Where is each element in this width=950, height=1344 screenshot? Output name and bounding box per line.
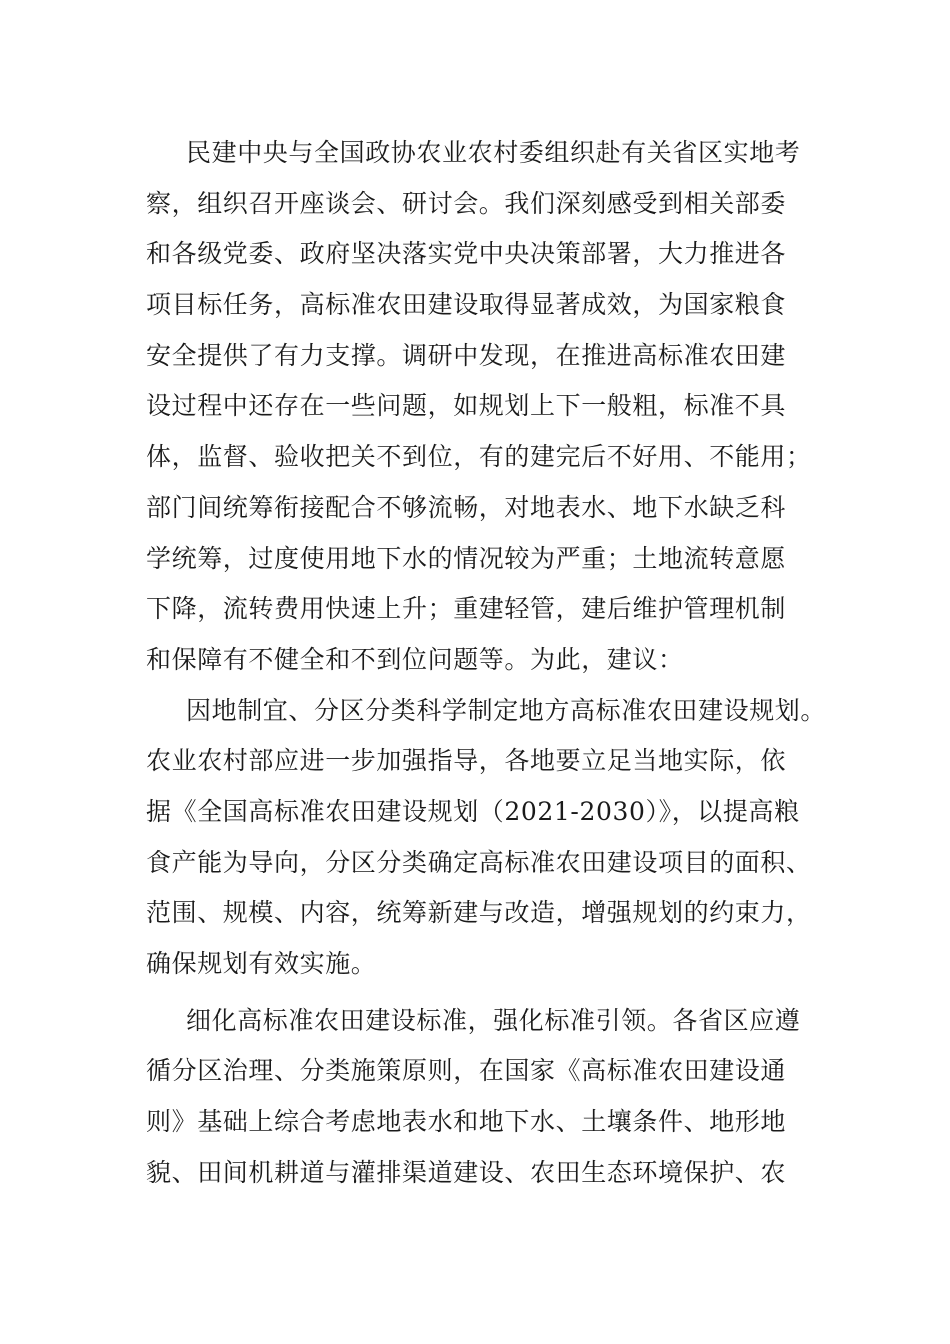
text-line: 农业农村部应进一步加强指导，各地要立足当地实际，依 bbox=[146, 746, 787, 776]
text-line: 细化高标准农田建设标准，强化标准引领。各省区应遵 bbox=[186, 1005, 801, 1035]
text-line: 下降，流转费用快速上升；重建轻管，建后维护管理机制 bbox=[146, 594, 787, 624]
text-line: 安全提供了有力支撑。调研中发现，在推进高标准农田建 bbox=[146, 340, 787, 370]
text-line: 察，组织召开座谈会、研讨会。我们深刻感受到相关部委 bbox=[146, 188, 787, 218]
paragraph-1 bbox=[146, 128, 826, 686]
text-line: 则》基础上综合考虑地表水和地下水、土壤条件、地形地 bbox=[146, 1107, 787, 1137]
text-line: 循分区治理、分类施策原则，在国家《高标准农田建设通 bbox=[146, 1056, 787, 1086]
text-line: 和保障有不健全和不到位问题等。为此，建议： bbox=[146, 644, 684, 674]
text-line: 据《全国高标准农田建设规划（2021-2030）》，以提高粮 bbox=[146, 796, 800, 826]
text-line: 设过程中还存在一些问题，如规划上下一般粗，标准不具 bbox=[146, 391, 787, 421]
text-line: 学统筹，过度使用地下水的情况较为严重；土地流转意愿 bbox=[146, 543, 787, 573]
text-line: 因地制宜、分区分类科学制定地方高标准农田建设规划。 bbox=[186, 695, 827, 725]
text-line: 食产能为导向，分区分类确定高标准农田建设项目的面积、 bbox=[146, 847, 812, 877]
text-line: 貌、田间机耕道与灌排渠道建设、农田生态环境保护、农 bbox=[146, 1157, 787, 1187]
text-line: 确保规划有效实施。 bbox=[146, 949, 377, 978]
text-line: 体，监督、验收把关不到位，有的建完后不好用、不能用； bbox=[146, 442, 812, 472]
text-line: 部门间统筹衔接配合不够流畅，对地表水、地下水缺乏科 bbox=[146, 492, 787, 522]
text-line: 民建中央与全国政协农业农村委组织赴有关省区实地考 bbox=[186, 138, 801, 167]
text-line: 项目标任务，高标准农田建设取得显著成效，为国家粮食 bbox=[146, 290, 787, 320]
paragraph-2 bbox=[146, 686, 826, 990]
paragraph-3 bbox=[146, 996, 826, 1199]
text-line: 范围、规模、内容，统筹新建与改造，增强规划的约束力， bbox=[146, 898, 812, 928]
document-body bbox=[146, 128, 826, 1198]
text-line: 和各级党委、政府坚决落实党中央决策部署，大力推进各 bbox=[146, 239, 787, 269]
